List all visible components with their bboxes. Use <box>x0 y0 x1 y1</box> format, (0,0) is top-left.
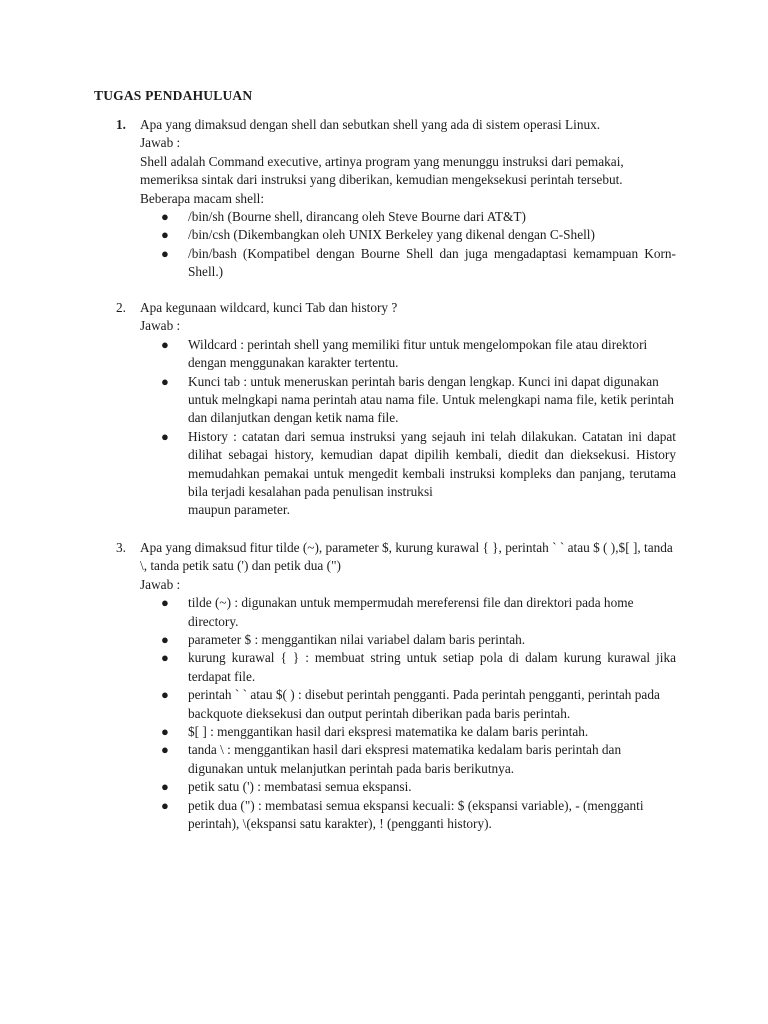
answer-label: Jawab : <box>140 135 181 151</box>
list-item: ● /bin/csh (Dikembangkan oleh UNIX Berkeley yang dikenal dengan C-Shell) <box>140 226 676 244</box>
answer-list <box>140 594 676 833</box>
bullet-icon: ● <box>161 742 169 758</box>
bullet-icon: ● <box>161 687 169 703</box>
bullet-icon: ● <box>161 209 169 225</box>
list-item: ● kurung kurawal { } : membuat string untuk setiap pola di dalam kurung kurawal jika terdapat file. <box>161 650 676 684</box>
answer-list <box>140 336 676 520</box>
bullet-icon: ● <box>161 428 169 444</box>
question-number: 3. <box>116 540 126 555</box>
bullet-icon: ● <box>161 797 169 813</box>
question-3 <box>116 539 676 834</box>
list-item: ● tilde (~) : digunakan untuk mempermudah mereferensi file dan direktori pada home directory. <box>161 595 634 629</box>
bullet-icon: ● <box>161 779 169 795</box>
history-tail: maupun parameter. <box>188 502 290 518</box>
question-text: Apa yang dimaksud fitur tilde (~), parameter $, kurung kurawal { }, perintah ` ` atau $ ( ),$[ ], tanda \, tanda petik satu (') dan petik dua (") <box>140 540 673 574</box>
list-item: ● Wildcard : perintah shell yang memiliki fitur untuk mengelompokan file atau direktori dengan menggunakan karakter tertentu. <box>161 336 648 371</box>
bullet-icon: ● <box>161 595 169 611</box>
shells-intro: Beberapa macam shell: <box>140 190 265 206</box>
list-item: ● History : catatan dari semua instruksi yang sejauh ini telah dilakukan. Catatan ini dapat dilihat sebagai history, kemudian dapat dipilih kembali, diedit dan dieksekusi. History memudahkan pemakai untuk mengedit kembali instruksi kompleks dan panjang, terutama bila terjadi kesalahan pada penulisan instruksi maupun parameter. <box>140 428 676 520</box>
list-item: ● Kunci tab : untuk meneruskan perintah baris dengan lengkap. Kunci ini dapat digunakan untuk melngkapi nama perintah atau nama file. Untuk melengkapi nama file, ketik perintah dan dilanjutkan dengan ketik nama file. <box>161 373 674 426</box>
list-item: ● perintah ` ` atau $( ) : disebut perintah pengganti. Pada perintah pengganti, perintah pada backquote dieksekusi dan output perintah diberikan pada baris perintah. <box>161 687 660 721</box>
question-body <box>140 539 676 834</box>
question-body <box>140 299 676 520</box>
list-item: ● $[ ] : menggantikan hasil dari ekspresi matematika ke dalam baris perintah. <box>140 723 676 741</box>
bullet-icon: ● <box>161 373 169 389</box>
list-item: ● petik dua (") : membatasi semua ekspansi kecuali: $ (ekspansi variable), - (mengganti perintah), \(ekspansi satu karakter), ! (pengganti history). <box>161 797 644 832</box>
answer-label: Jawab : <box>140 318 181 334</box>
question-body <box>140 116 676 282</box>
question-text: Apa kegunaan wildcard, kunci Tab dan history ? <box>140 300 398 315</box>
answer-label: Jawab : <box>140 576 181 592</box>
question-number: 2. <box>116 300 126 315</box>
list-item: ● tanda \ : menggantikan hasil dari ekspresi matematika kedalam baris perintah dan digunakan untuk melanjutkan perintah pada baris berikutnya. <box>161 742 622 776</box>
question-number: 1. <box>116 117 126 132</box>
list-item: ● /bin/sh (Bourne shell, dirancang oleh Steve Bourne dari AT&T) <box>140 208 676 226</box>
question-2 <box>116 299 676 520</box>
question-text: Apa yang dimaksud dengan shell dan sebutkan shell yang ada di sistem operasi Linux. <box>140 117 601 132</box>
bullet-icon: ● <box>161 336 169 352</box>
list-item: ● parameter $ : menggantikan nilai variabel dalam baris perintah. <box>140 631 676 649</box>
bullet-icon: ● <box>161 632 169 648</box>
shell-list <box>140 208 676 282</box>
list-item: ● petik satu (') : membatasi semua ekspansi. <box>140 778 676 796</box>
list-item: ● /bin/bash (Kompatibel dengan Bourne Shell dan juga mengadaptasi kemampuan Korn-Shell.) <box>161 245 676 280</box>
shell-definition: Shell adalah Command executive, artinya program yang menunggu instruksi dari pemakai, memeriksa sintak dari instruksi yang diberikan, kemudian mengeksekusi perintah tersebut. <box>140 153 624 188</box>
bullet-icon: ● <box>161 227 169 243</box>
bullet-icon: ● <box>161 650 169 666</box>
page-title: TUGAS PENDAHULUAN <box>94 88 253 103</box>
bullet-icon: ● <box>161 245 169 261</box>
bullet-icon: ● <box>161 724 169 740</box>
question-1 <box>116 116 676 282</box>
